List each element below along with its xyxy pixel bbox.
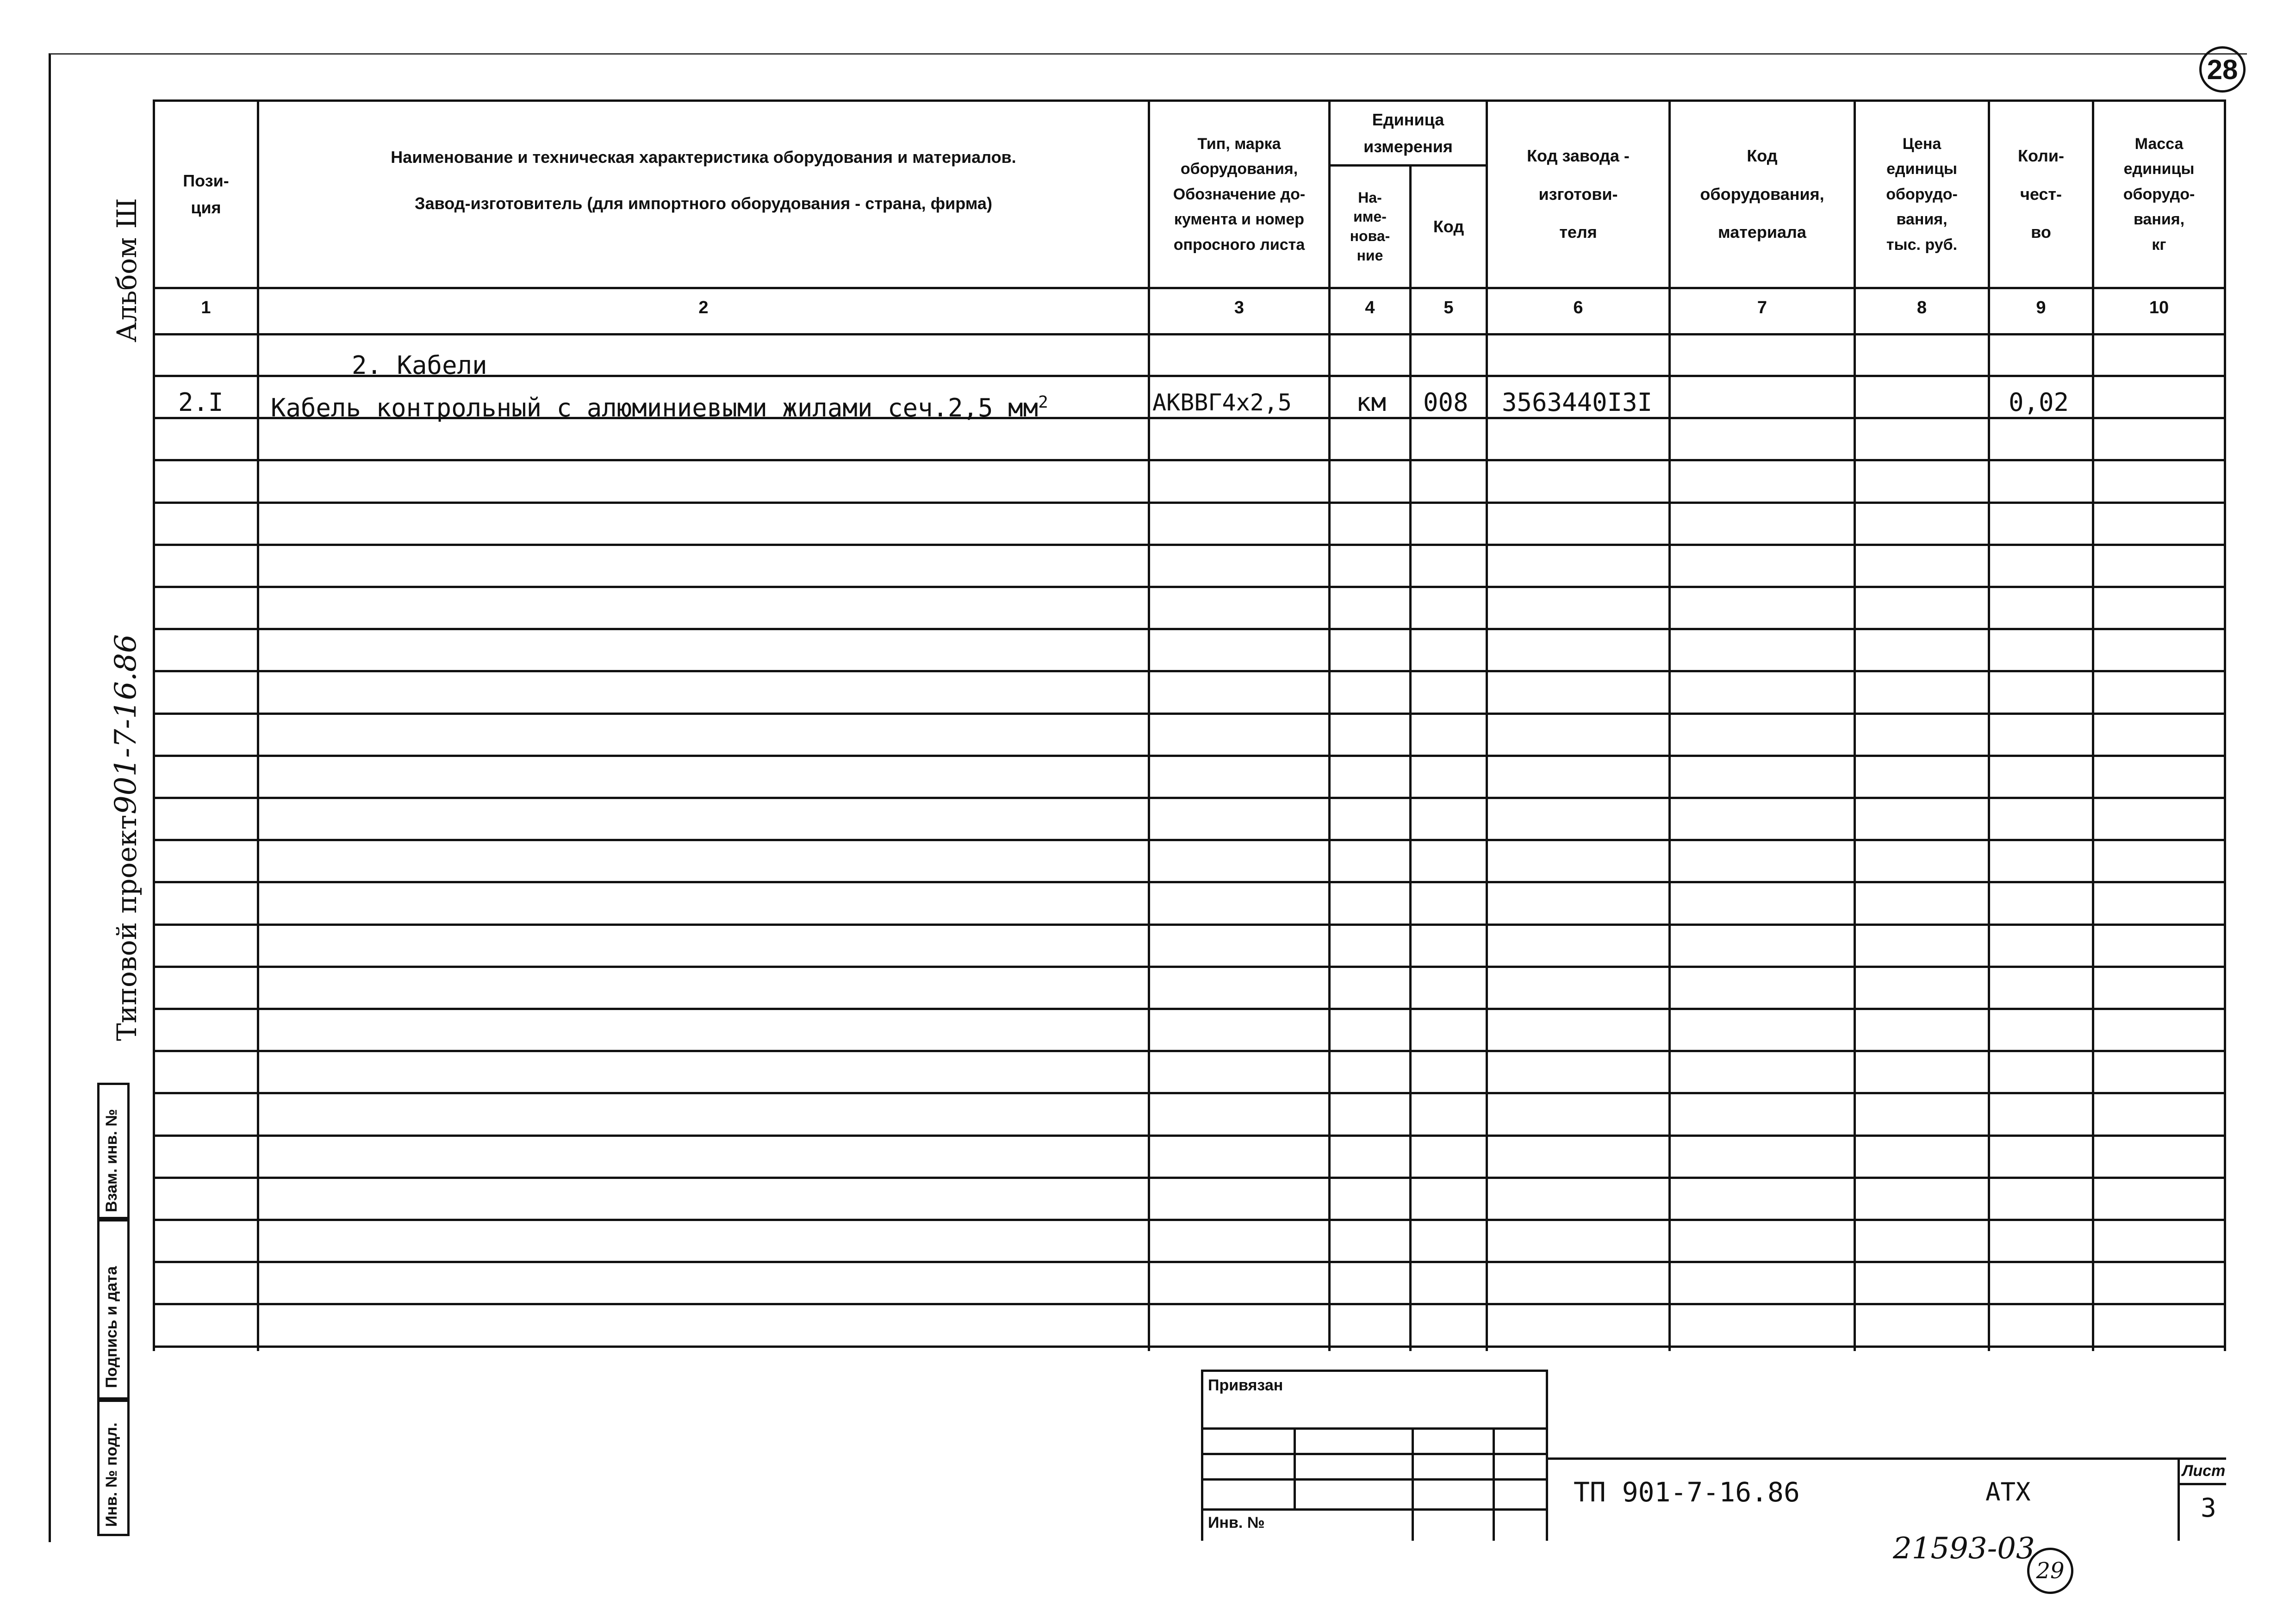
table-row-line [153,502,2226,504]
titleblock-mid-line [1546,1370,1548,1541]
header-price: Цена единицы оборудо- вания, тыс. руб. [1886,135,1958,254]
colnum-9: 9 [2036,298,2046,317]
table-row-line [153,1345,2226,1348]
table-row-line [153,1008,2226,1010]
table-row-line [153,1261,2226,1263]
table-row-line [153,713,2226,715]
header-unit-code: Код [1433,217,1464,236]
table-row-line [153,1219,2226,1221]
table-row-line [153,670,2226,672]
sidebar-project-handwritten: 901-7-16.86 [109,634,143,814]
table-row-line [153,966,2226,968]
section-title: 2. Кабели [352,351,487,380]
titleblock-inner-3 [1493,1427,1495,1541]
col-border-9 [2092,99,2094,1351]
colnum-4: 4 [1365,298,1375,317]
col-border-2 [1148,99,1150,1351]
colnum-6: 6 [1573,298,1583,317]
table-row-line [153,1177,2226,1179]
stamp-label-signature: Подпись и дата [103,1266,120,1388]
col-border-6 [1668,99,1671,1351]
sidebar-project-label: Типовой проект [111,815,143,1041]
sidebar-album: Альбом Ш [111,198,143,342]
titleblock-inner-2 [1412,1427,1414,1541]
header-name-line2: Завод-изготовитель (для импортного оборудования - страна, фирма) [415,194,992,213]
col-border-8 [1988,99,1990,1351]
colnum-1: 1 [201,298,211,317]
table-row-line [153,839,2226,841]
colnum-3: 3 [1234,298,1244,317]
footer-handwritten-number: 21593-03 [1893,1531,2035,1566]
titleblock-sheet-line [2178,1483,2226,1485]
col-border-4 [1409,164,1412,1351]
row-unit: км [1356,388,1387,417]
header-qty: Коли- чест- во [2017,146,2065,242]
col-border-10 [2224,99,2226,1351]
table-row-line [153,924,2226,926]
header-name-line1: Наименование и техническая характеристика оборудования и материалов. [391,148,1016,167]
header-unit-group: Единица измерения [1363,110,1453,156]
header-unit-name: На- име- нова- ние [1350,189,1390,264]
row-name-superscript: 2 [1038,393,1048,412]
table-row-line [153,1092,2226,1094]
header-mass: Масса единицы оборудо- вания, кг [2123,135,2195,254]
row-qty: 0,02 [2009,388,2069,417]
table-row-line [153,459,2226,461]
stamp-label-replace: Взам. инв. № [103,1109,120,1212]
header-position: Пози- ция [183,171,229,217]
footer-circled-number [2027,1548,2073,1594]
colnum-2: 2 [698,298,709,317]
sheet-label: Лист [2182,1462,2226,1480]
table-row-line [153,1050,2226,1052]
table-row-line [153,755,2226,757]
sheet-value: 3 [2201,1493,2216,1523]
table-row-line [153,797,2226,799]
col-border-0 [153,99,155,1351]
titleblock-sheet-divider [2178,1457,2180,1541]
header-maker-code: Код завода - изготови- теля [1527,146,1630,242]
header-equip-code: Код оборудования, материала [1700,146,1824,242]
colnum-10: 10 [2149,298,2169,317]
col-border-1 [257,99,259,1351]
footer-circled-text: 29 [2036,1558,2065,1584]
row-maker-code: 3563440I3I [1502,388,1653,417]
sheet-number-badge: 28 [2199,46,2246,93]
table-row-line [153,1303,2226,1305]
table-top-border [153,99,2226,102]
row-name [271,384,1048,427]
col-border-7 [1854,99,1856,1351]
titleblock-inner-1 [1294,1427,1296,1508]
table-row-line [153,586,2226,588]
row-unit-code: 008 [1423,388,1468,417]
col-border-5 [1486,99,1488,1351]
titleblock-right-top [1546,1457,2226,1460]
colnum-7: 7 [1757,298,1767,317]
table-row-line [153,628,2226,630]
stamp-label-original: Инв. № подл. [103,1422,120,1527]
inv-label: Инв. № [1208,1514,1265,1531]
doc-code: ТП 901-7-16.86 [1574,1476,1800,1508]
doc-mark: АТХ [1985,1477,2031,1507]
row-position: 2.I [178,388,224,417]
header-bottom-border [153,287,2226,289]
colnum-8: 8 [1916,298,1927,317]
table-row-line [153,1135,2226,1137]
table-row-line [153,544,2226,546]
colnum-bottom-border [153,333,2226,335]
titleblock-top-line [1201,1370,1546,1372]
table-row-line [153,881,2226,883]
titleblock-left-line [1201,1370,1203,1541]
colnum-5: 5 [1444,298,1454,317]
bound-label: Привязан [1208,1376,1283,1394]
row-name-text: Кабель контрольный с алюминиевыми жилами сеч.2,5 мм [271,393,1039,422]
col-border-3 [1328,99,1331,1351]
header-type: Тип, марка оборудования, Обозначение до- кумента и номер опросного листа [1173,135,1306,254]
row-type: АКВВГ4х2,5 [1152,389,1292,416]
